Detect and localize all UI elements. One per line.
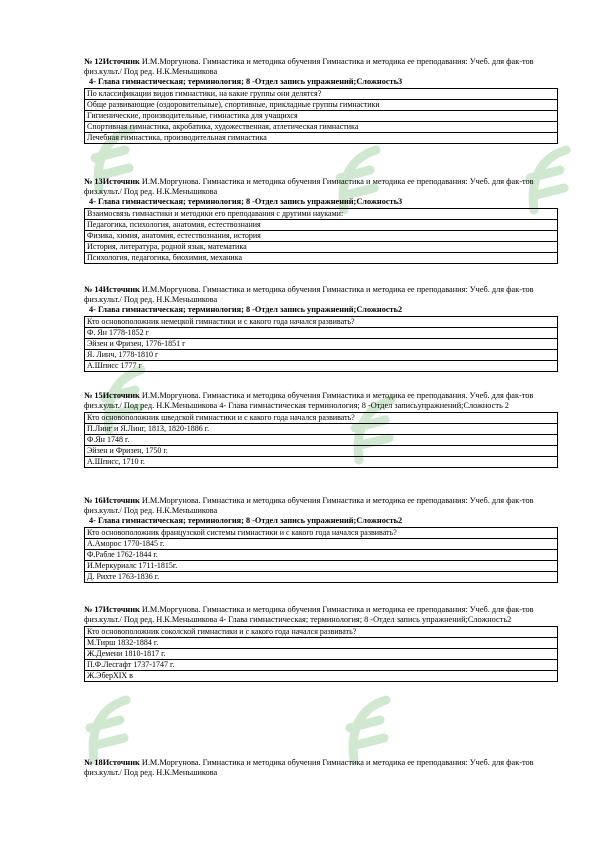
question-block (84, 391, 562, 468)
answer-option: Ж.ЭберXIX в (85, 671, 558, 682)
answer-option: Ж.Демени 1810-1817 г. (85, 649, 558, 660)
question-block (84, 496, 562, 583)
source-label: Источник (102, 285, 140, 294)
answer-option: П.Линг и Я.Линг, 1813, 1820-1886 г. (85, 424, 558, 435)
question-number: № 15 (84, 391, 103, 400)
question-table (84, 316, 558, 372)
answer-option: Обще развивающие (оздоровительные), спортивные, прикладные группы гимнастики (85, 100, 558, 111)
answer-option: Ф. Ян 1778-1852 г (85, 328, 558, 339)
answer-option: Д. Рихте 1763-1836 г. (85, 572, 558, 583)
answer-option: Гигиенические, производительные, гимнастика для учащихся (85, 111, 558, 122)
question-text: Взаимосвязь гимнастики и методики его преподавания с другими науками: (85, 209, 558, 220)
question-block (84, 285, 562, 372)
question-table (84, 626, 558, 682)
source-line (84, 758, 562, 778)
source-text: И.М.Моргунова. Гимнастика и методика обучения Гимнастика и методика ее преподавания: Учеб. для фак-тов физ.культ./ Под ред. Н.К.Меньшикова (84, 285, 534, 305)
source-line (84, 57, 562, 77)
source-label: Источник (102, 496, 140, 505)
source-line (84, 605, 562, 625)
source-label: Источник (102, 177, 140, 186)
answer-option: Физика, химия, анатомия, естествознания, история (85, 231, 558, 242)
question-text: По классификации видов гимнастики, на какие группы они делятся? (85, 89, 558, 100)
source-label: Источник (102, 391, 140, 400)
source-line (84, 496, 562, 516)
source-text: И.М.Моргунова. Гимнастика и методика обучения Гимнастика и методика ее преподавания: Учеб. для фак-тов физ.культ./ Под ред. Н.К.Меньшикова (84, 57, 534, 77)
question-meta: 4- Глава гимнастическая; терминология; 8 -Отдел запись упражнений;Сложность3 (89, 197, 403, 207)
source-line (84, 391, 562, 411)
answer-option: П.Ф.Лесгафт 1737-1747 г. (85, 660, 558, 671)
question-table (84, 88, 558, 144)
source-line (84, 285, 562, 305)
answer-option: М.Тирш 1832-1884 г. (85, 638, 558, 649)
question-text: Кто основоположник шведской гимнастики и с какого года начался развивать? (85, 413, 558, 424)
question-number: № 18 (84, 758, 103, 767)
question-meta: 4- Глава гимнастическая; терминология; 8 -Отдел запись упражнений;Сложность3 (89, 77, 403, 87)
source-line (84, 177, 562, 197)
answer-option: Эйзен и Фризен, 1750 г. (85, 446, 558, 457)
source-label: Источник (102, 758, 140, 767)
answer-option: Я. Линч, 1778-1810 г (85, 350, 558, 361)
question-meta: 4- Глава гимнастическая; терминология; 8 -Отдел запись упражнений;Сложность2 (89, 516, 403, 526)
question-block (84, 758, 562, 778)
question-number: № 17 (84, 605, 103, 614)
answer-option: Педагогика, психология, анатомия, естествознания (85, 220, 558, 231)
source-text: И.М.Моргунова. Гимнастика и методика обучения Гимнастика и методика ее преподавания. Учеб. для фак-тов физ.культ./ Под ред. Н.К.Меньшикова 4- Глава гимнастическая терминология; 8 -Отдел записьупражнений;Сложность 2 (84, 391, 534, 411)
answer-option: А.Аморос 1770-1845 г. (85, 539, 558, 550)
answer-option: Ф.Ян 1748 г. (85, 435, 558, 446)
answer-option: А.Шписс 1777 г (85, 361, 558, 372)
answer-option: Лечебная гимнастика, производительная гимнастика (85, 133, 558, 144)
question-text: Кто основоположник немецкой гимнастики и с какого года начался развивать? (85, 317, 558, 328)
question-number: № 16 (84, 496, 103, 505)
source-text: И.М.Моргунова. Гимнастика и методика обучения Гимнастика и методика ее преподавания: Учеб. для фак-тов физ.культ./ Под ред. Н.К.Меньшикова (84, 758, 534, 778)
answer-option: А.Шписс, 1710 г. (85, 457, 558, 468)
question-block (84, 605, 562, 682)
answer-option: И.Меркуриалс 1711-1815г. (85, 561, 558, 572)
source-text: И.М.Моргунова. Гимнастика и методика обучения Гимнастика и методика ее преподавания: Учеб. для фак-тов физ.культ./ Под ред. Н.К.Меньшикова 4- Глава гимнастическая; терминология; 8 -Отдел запись упражнений;Сложность2 (84, 605, 534, 625)
question-number: № 13 (84, 177, 103, 186)
question-block (84, 57, 562, 144)
question-meta: 4- Глава гимнастическая; терминология; 8 -Отдел запись упражнений;Сложность2 (89, 305, 403, 315)
question-table (84, 208, 558, 264)
source-text: И.М.Моргунова. Гимнастика и методика обучения Гимнастика и методика ее преподавания: Учеб. для фак-тов физ.культ./ Под ред. Н.К.Меньшикова (84, 496, 534, 516)
source-label: Источник (102, 57, 140, 66)
source-label: Источник (102, 605, 140, 614)
question-number: № 12 (84, 57, 103, 66)
question-table (84, 527, 558, 583)
question-table (84, 412, 558, 468)
question-number: № 14 (84, 285, 103, 294)
source-text: И.М.Моргунова. Гимнастика и методика обучения Гимнастика и методика ее преподавания: Учеб. для фак-тов физ.культ./ Под ред. Н.К.Меньшикова (84, 177, 534, 197)
answer-option: Спортивная гимнастика, акробатика, художественная, атлетическая гимнастика (85, 122, 558, 133)
answer-option: Психология, педагогика, биохимия, механика (85, 253, 558, 264)
question-block (84, 177, 562, 264)
question-text: Кто основоположник соколской гимнастики и с какого года начался развивать? (85, 627, 558, 638)
answer-option: Эйзен и Фризен, 1776-1851 г (85, 339, 558, 350)
question-text: Кто основоположник французской системы гимнастики и с какого года начался развивать? (85, 528, 558, 539)
answer-option: Ф.Рабле 1762-1844 г. (85, 550, 558, 561)
answer-option: История, литература, родной язык, математика (85, 242, 558, 253)
